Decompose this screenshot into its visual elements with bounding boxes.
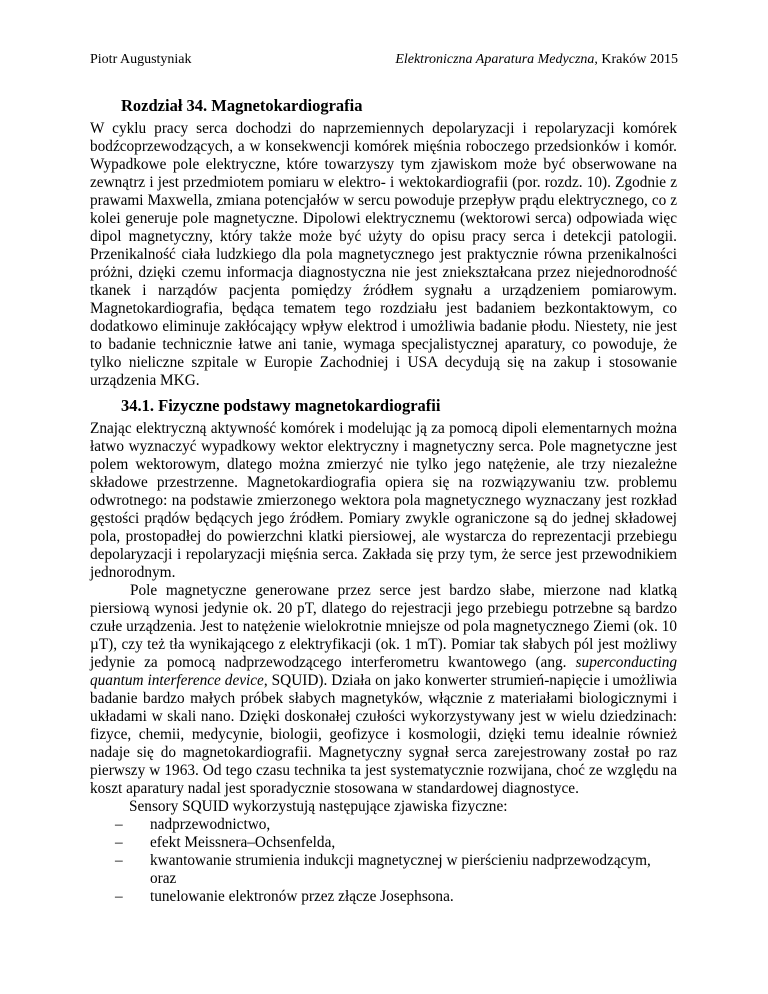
section-paragraph-2	[90, 582, 677, 798]
list-dash: –	[115, 834, 123, 851]
list-item-text: kwantowanie strumienia indukcji magnetycznej w pierścieniu nadprzewodzącym, oraz	[150, 852, 651, 887]
squid-term: superconducting quantum interference device	[90, 654, 677, 689]
list-item	[90, 816, 677, 834]
page-content	[90, 96, 677, 906]
section-paragraph-2-part-b: , SQUID). Działa on jako konwerter strumień-napięcie i umożliwia badanie bardzo małych próbek słabych magnetyków, włącznie z materiałami biologicznymi i układami w skali nano. Dzięki doskonałej czułości wykorzystywany jest w wielu dziedzinach: fizyce, chemii, medycynie, biologii, geofizyce i kosmologii, dzięki temu idealnie również nadaje się do magnetokardiografii. Magnetyczny sygnał serca zarejestrowany został po raz pierwszy w 1963. Od tego czasu technika ta jest systematycznie rozwijana, choć ze względu na koszt aparatury nadal jest sporadycznie stosowana w standardowej diagnostyce.	[90, 672, 677, 797]
list-dash: –	[115, 816, 123, 833]
intro-paragraph: W cyklu pracy serca dochodzi do naprzemiennych depolaryzacji i repolaryzacji komórek bodźcoprzewodzących, a w konsekwencji komórek mięśnia roboczego przedsionków i komór. Wypadkowe pole elektryczne, które towarzyszy tym zjawiskom może być obserwowane na zewnątrz i jest przedmiotem pomiaru w elektro- i wektokardiografii (por. rozdz. 10). Zgodnie z prawami Maxwella, zmiana potencjałów w sercu powoduje przepływ prądu elektrycznego, co z kolei generuje pole magnetyczne. Dipolowi elektrycznemu (wektorowi serca) odpowiada więc dipol magnetyczny, który także może być użyty do opisu pracy serca i detekcji patologii. Przenikalność ciała ludzkiego dla pola magnetycznego jest praktycznie równa przenikalności próżni, dzięki czemu informacja diagnostyczna nie jest zniekształcana przez niejednorodność tkanek i narządów pacjenta pomiędzy źródłem sygnału a urządzeniem pomiarowym. Magnetokardiografia, będąca tematem tego rozdziału jest badaniem bezkontaktowym, co dodatkowo eliminuje zakłócający wpływ elektrod i umożliwia badanie płodu. Niestety, nie jest to badanie technicznie łatwe ani tanie, wymaga specjalistycznej aparatury, co powoduje, że tylko nieliczne szpitale w Europie Zachodniej i USA decydują się na zakup i stosowanie urządzenia MKG.	[90, 120, 677, 389]
section-paragraph-1: Znając elektryczną aktywność komórek i modelując ją za pomocą dipoli elementarnych można łatwo wyznaczyć wypadkowy wektor elektryczny i magnetyczny serca. Pole magnetyczne jest polem wektorowym, dlatego można zmierzyć nie tylko jego natężenie, ale trzy niezależne składowe przestrzenne. Magnetokardiografia opiera się na rozwiązywaniu tzw. problemu odwrotnego: na podstawie zmierzonego wektora pola magnetycznego wyznaczany jest rozkład gęstości prądów będących jego źródłem. Pomiary zwykle ograniczone są do jednej składowej pola, prostopadłej do powierzchni klatki piersiowej, ale wystarcza do reprezentacji przebiegu depolaryzacji i repolaryzacji mięśnia serca. Zakłada się przy tym, że serce jest przewodnikiem jednorodnym.	[90, 420, 677, 581]
list-item-text: nadprzewodnictwo,	[150, 816, 271, 833]
header-publication-place: , Kraków 2015	[594, 52, 678, 67]
list-intro: Sensory SQUID wykorzystują następujące zjawiska fizyczne:	[129, 798, 508, 815]
header-publication	[395, 52, 678, 68]
header-publication-title: Elektroniczna Aparatura Medyczna	[395, 52, 595, 67]
list-item	[90, 888, 677, 906]
list-item	[90, 852, 677, 888]
list-item	[90, 834, 677, 852]
list-dash: –	[115, 852, 123, 869]
list-dash: –	[115, 888, 123, 905]
chapter-title: Rozdział 34. Magnetokardiografia	[121, 96, 363, 115]
header-author: Piotr Augustyniak	[90, 52, 192, 67]
phenomena-list	[90, 816, 677, 906]
section-paragraph-2-part-a: Pole magnetyczne generowane przez serce jest bardzo słabe, mierzone nad klatką piersiową wynosi jedynie ok. 20 pT, dlatego do rejestracji jego przebiegu potrzebne są bardzo czułe urządzenia. Jest to natężenie wielokrotnie mniejsze od pola magnetycznego Ziemi (ok. 10 µT), czy też tła wynikającego z elektryfikacji (ok. 1 mT). Pomiar tak słabych pól jest możliwy jedynie za pomocą nadprzewodzącego interferometru kwantowego (ang.	[90, 582, 677, 671]
list-item-text: tunelowanie elektronów przez złącze Josephsona.	[150, 888, 454, 905]
section-title: 34.1. Fizyczne podstawy magnetokardiografii	[121, 396, 441, 415]
list-item-text: efekt Meissnera–Ochsenfelda,	[150, 834, 336, 851]
